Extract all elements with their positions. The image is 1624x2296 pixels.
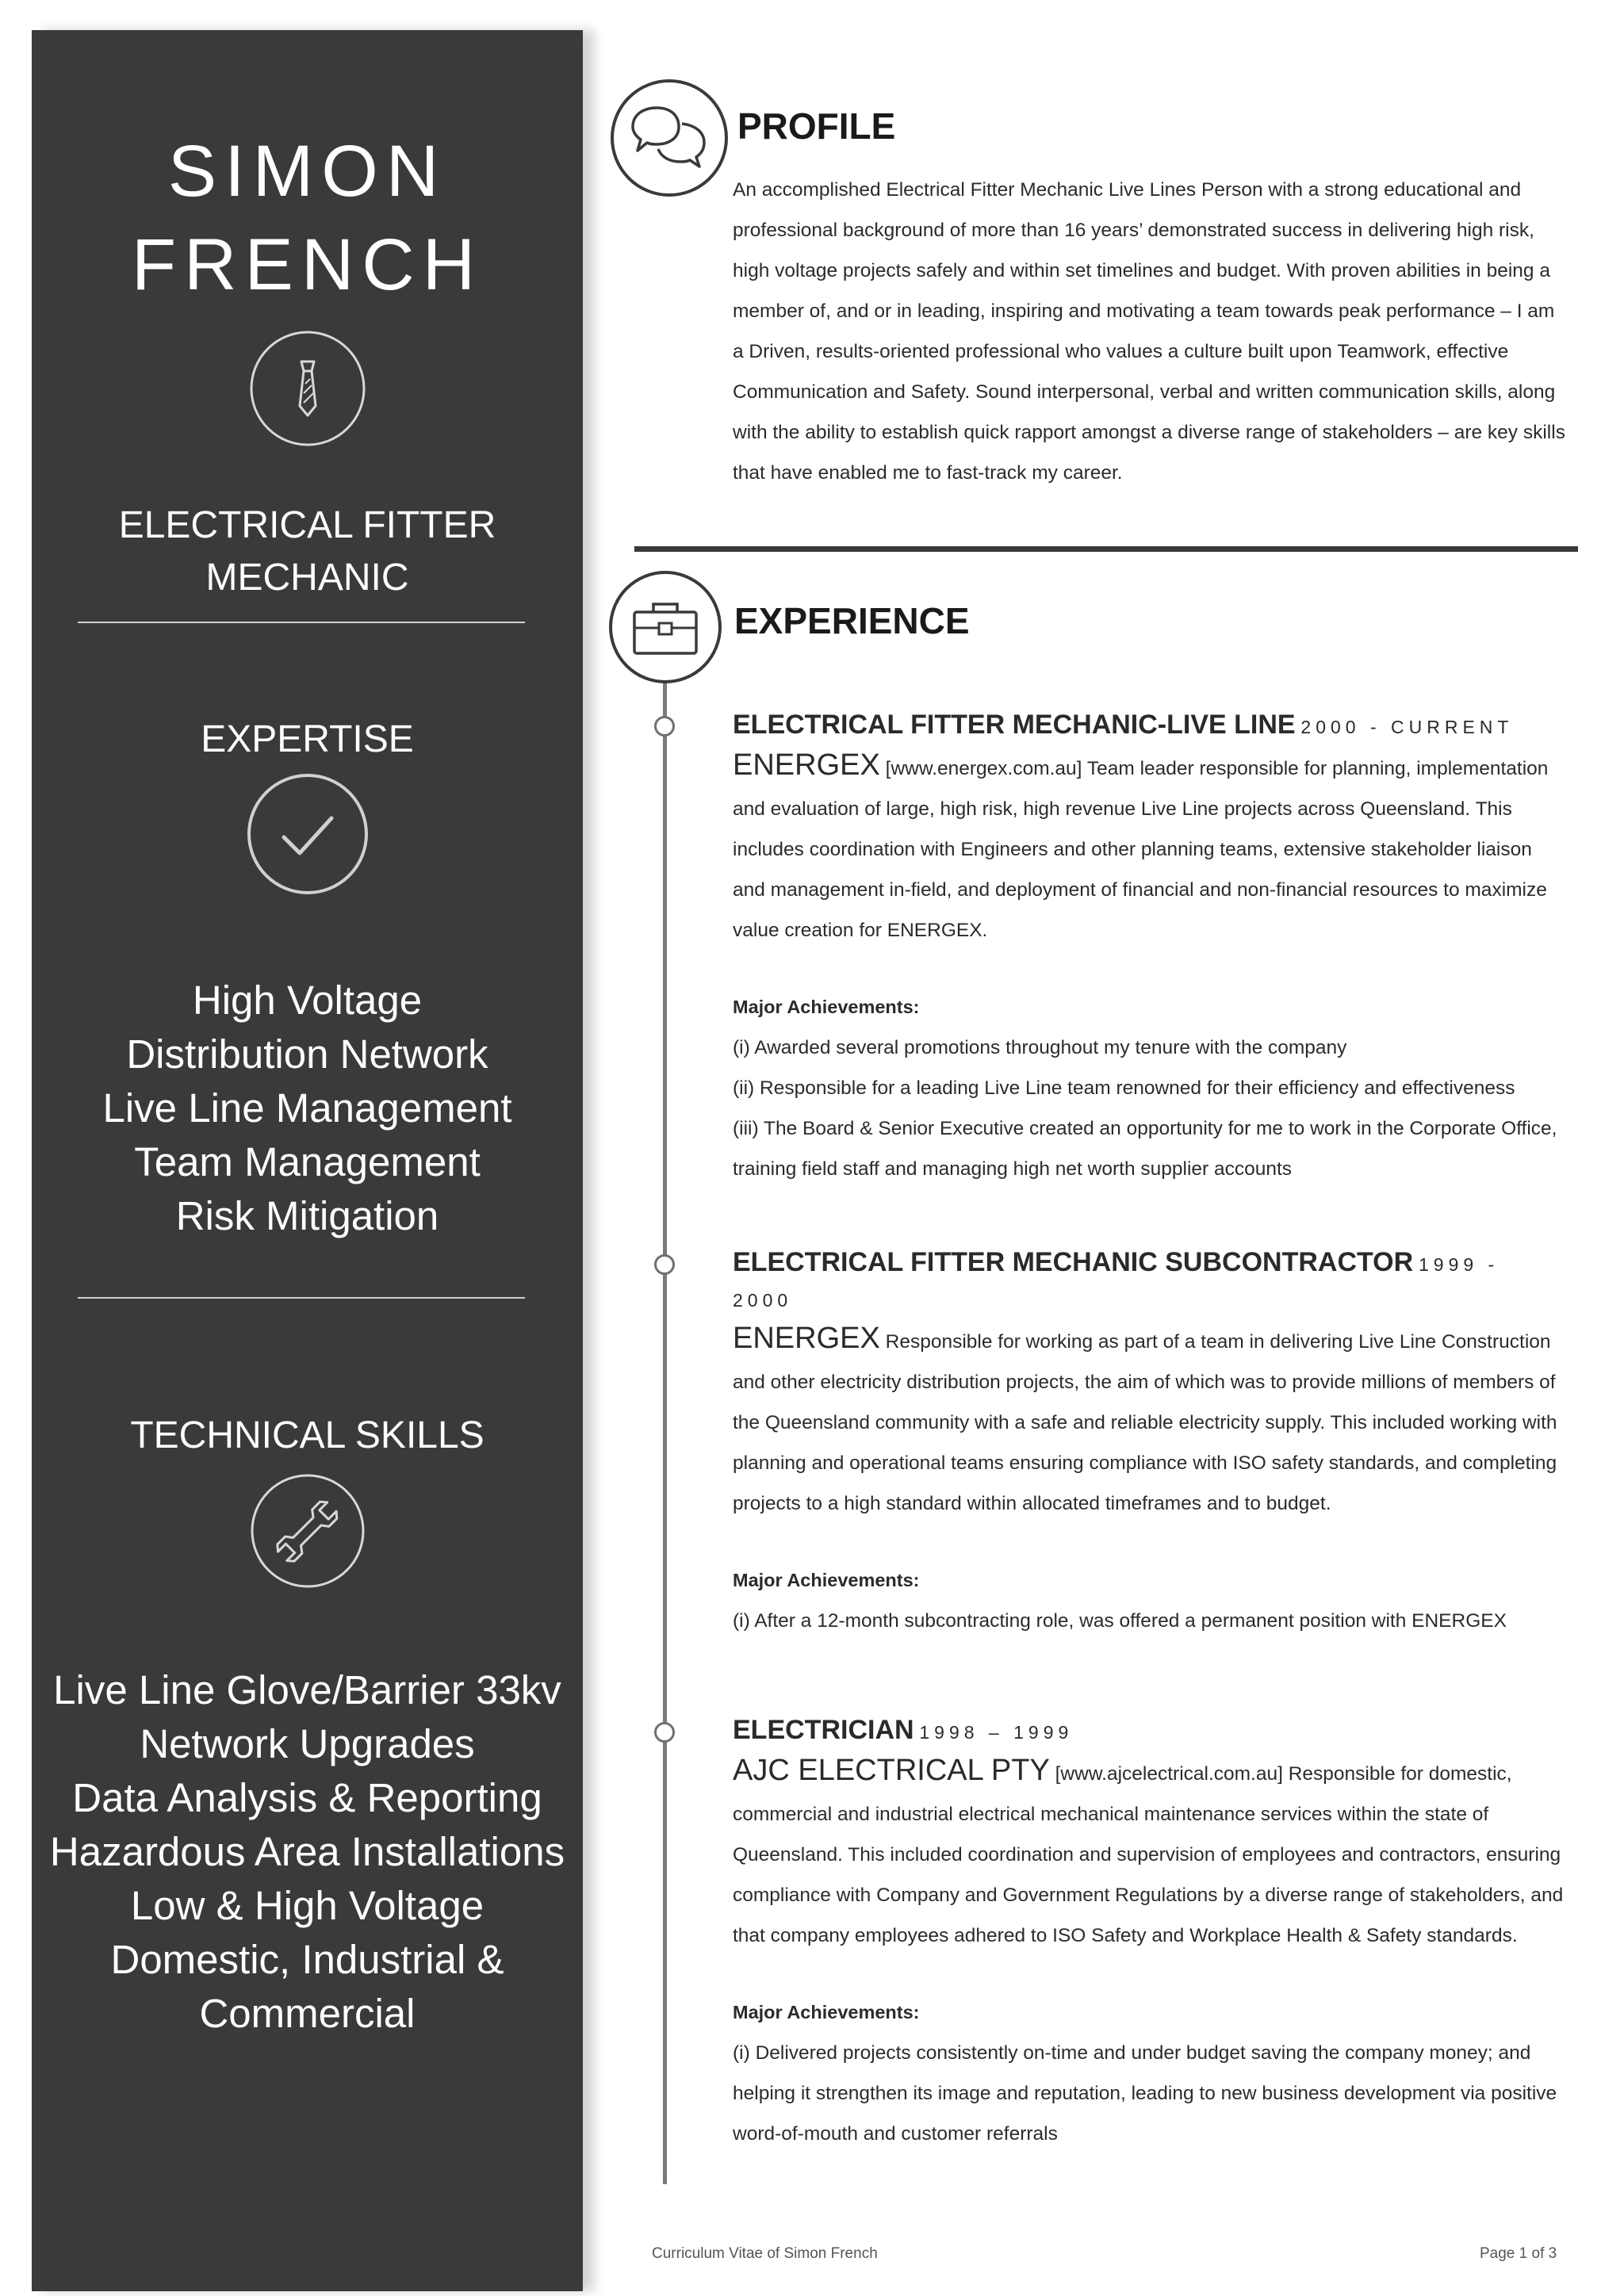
toolbox-icon	[607, 569, 723, 689]
tie-icon	[249, 330, 366, 451]
skill-item: Data Analysis & Reporting	[72, 1775, 542, 1820]
technical-skills-heading: TECHNICAL SKILLS	[130, 1414, 485, 1456]
divider	[78, 1297, 525, 1299]
job-url: [www.ajcelectrical.com.au]	[1055, 1763, 1283, 1785]
skill-item: Live Line Glove/Barrier 33kv	[53, 1667, 561, 1712]
name-last: FRENCH	[131, 224, 484, 305]
divider	[78, 622, 525, 623]
job-dates: 1998 – 1999	[919, 1722, 1074, 1743]
experience-title: EXPERIENCE	[734, 600, 970, 641]
job-description: Team leader responsible for planning, implementation and evaluation of large, high risk, high revenue Live Line projects across Queensland. This includes coordination with Engineers and other planning teams, extensive stakeholder liaison and management in-field, and deployment of financial and non-financial resources to maximize value creation for ENERGEX.	[733, 758, 1549, 941]
achievements-heading: Major Achievements:	[733, 997, 920, 1017]
expertise-heading: EXPERTISE	[201, 718, 414, 760]
skill-item: Network Upgrades	[140, 1721, 475, 1766]
expertise-item: Live Line Management	[102, 1085, 512, 1131]
expertise-item: Distribution Network	[126, 1031, 488, 1077]
job-title: ELECTRICAL FITTER MECHANIC-LIVE LINE	[733, 710, 1296, 740]
job-title: ELECTRICAL FITTER MECHANIC SUBCONTRACTOR	[733, 1247, 1414, 1277]
job-company: ENERGEX	[733, 748, 880, 782]
skill-item: Low & High Voltage	[130, 1883, 485, 1928]
job-dates: 1999 - 2000	[733, 1254, 1500, 1311]
checkmark-icon	[246, 772, 370, 900]
name-first: SIMON	[167, 131, 447, 212]
job-url: [www.energex.com.au]	[885, 758, 1082, 779]
profile-text: An accomplished Electrical Fitter Mechanic Live Lines Person with a strong educational and professional background of more than 16 years’ demonstrated success in delivering high risk, high voltage projects safely and within set timelines and budget. With proven abilities in being a member of, and or in leading, inspiring and motivating a team towards peak performance – I am a Driven, results-oriented professional who values a culture built upon Teamwork, effective Communication and Safety. Sound interpersonal, verbal and written communication skills, along with the ability to establish quick rapport amongst a diverse range of stakeholders – are key skills that have enabled me to fast-track my career.	[733, 179, 1565, 484]
job-description: Responsible for domestic, commercial and industrial electrical mechanical maintenance services within the state of Queensland. This included coordination and supervision of employees and contractors, ensuring compliance with Company and Government Regulations by a diverse range of stakeholders, and that company employees adhered to ISO Safety and Workplace Health & Safety standards.	[733, 1763, 1564, 1946]
timeline-dot	[654, 716, 675, 737]
achievement-item: (i) After a 12-month subcontracting role, was offered a permanent position with ENERGEX	[733, 1610, 1507, 1632]
footer-left: Curriculum Vitae of Simon French	[652, 2245, 878, 2262]
role-line-2: MECHANIC	[205, 557, 409, 599]
expertise-item: Team Management	[134, 1139, 481, 1184]
expertise-item: High Voltage	[192, 978, 423, 1023]
sidebar	[32, 30, 583, 2291]
role-line-1: ELECTRICAL FITTER	[118, 504, 496, 546]
achievements-heading: Major Achievements:	[733, 1570, 920, 1590]
job-entry	[733, 707, 1565, 1189]
job-dates: 2000 - CURRENT	[1300, 717, 1514, 737]
job-entry	[733, 1245, 1565, 1641]
job-company: AJC ELECTRICAL PTY	[733, 1754, 1050, 1787]
timeline-line	[663, 682, 667, 2184]
achievement-item: (i) Delivered projects consistently on-time and under budget saving the company money; and helping it strengthen its image and reputation, leading to new business development via positive word-of-mouth and customer referrals	[733, 2042, 1557, 2145]
job-description: Responsible for working as part of a team in delivering Live Line Construction and other electricity distribution projects, the aim of which was to provide millions of members of the Queensland community with a safe and reliable electricity supply. This included working with planning and operational teams ensuring compliance with ISO safety standards, and completing projects to a high standard within allocated timeframes and to budget.	[733, 1331, 1557, 1514]
skill-item: Hazardous Area Installations	[49, 1829, 565, 1874]
achievement-item: (i) Awarded several promotions throughout my tenure with the company	[733, 1037, 1347, 1058]
achievement-item: (ii) Responsible for a leading Live Line team renowned for their efficiency and effectiveness	[733, 1077, 1515, 1099]
skill-item: Domestic, Industrial &	[110, 1937, 504, 1982]
wrench-icon	[250, 1473, 366, 1593]
timeline-dot	[654, 1722, 675, 1743]
skill-item: Commercial	[199, 1991, 416, 2036]
footer-page-number: Page 1 of 3	[1480, 2245, 1557, 2262]
achievements-heading: Major Achievements:	[733, 2002, 920, 2022]
job-company: ENERGEX	[733, 1322, 880, 1355]
timeline-dot	[654, 1254, 675, 1275]
speech-bubbles-icon	[609, 78, 730, 202]
achievement-item: (iii) The Board & Senior Executive created an opportunity for me to work in the Corporate Office, training field staff and managing high net worth supplier accounts	[733, 1118, 1557, 1180]
expertise-list	[32, 974, 583, 1243]
section-divider	[634, 546, 1578, 552]
technical-skills-list	[32, 1663, 583, 2041]
job-title: ELECTRICIAN	[733, 1715, 914, 1745]
job-entry	[733, 1712, 1565, 2154]
expertise-item: Risk Mitigation	[175, 1193, 439, 1238]
profile-title: PROFILE	[737, 105, 896, 147]
